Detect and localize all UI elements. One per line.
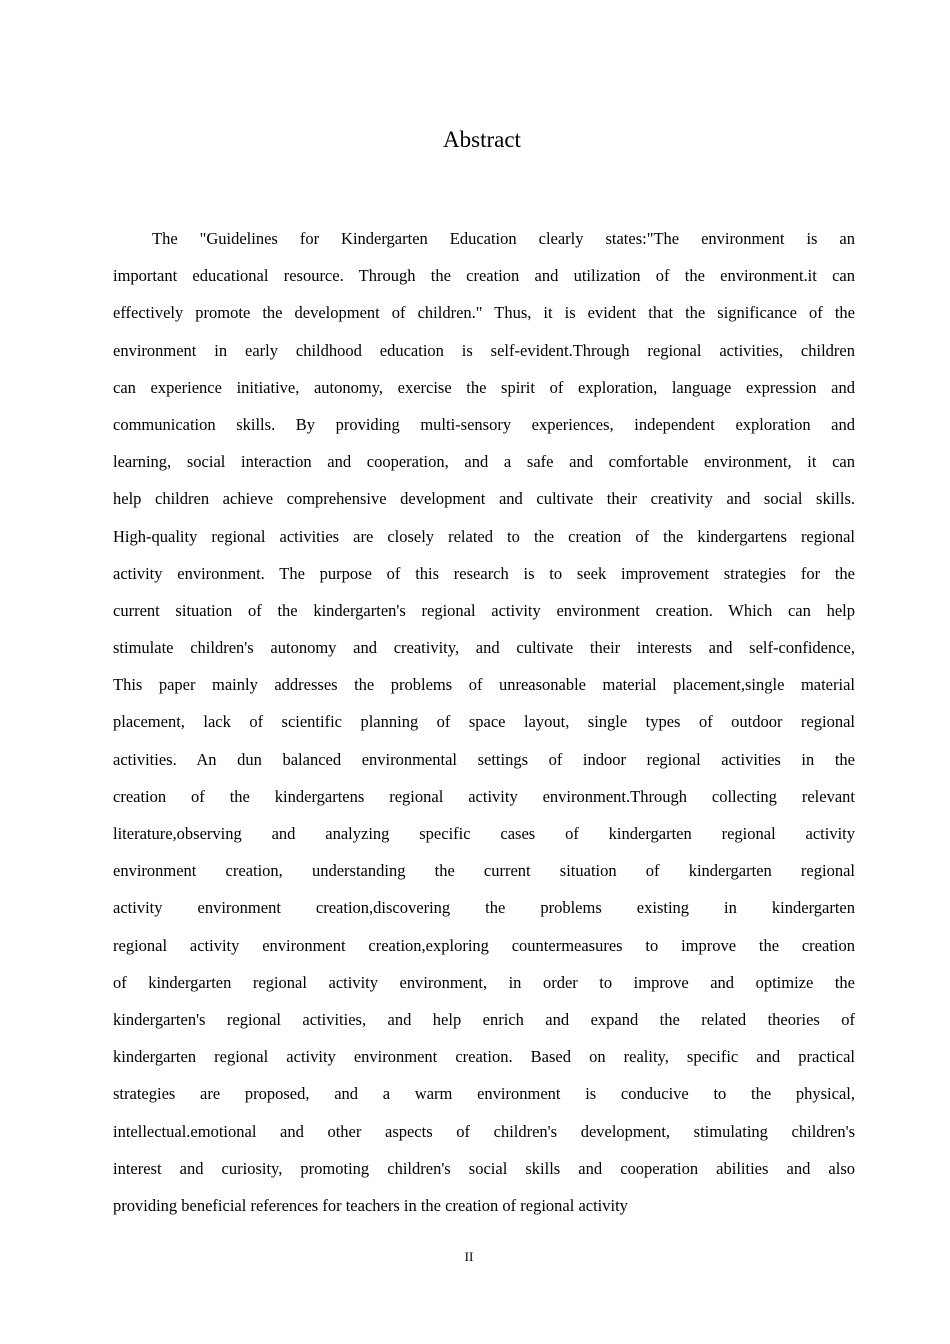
- paragraph-line: stimulate children's autonomy and creativity, and cultivate their interests and self-confidence,: [113, 638, 855, 658]
- paragraph-line: activity environment creation,discovering the problems existing in kindergarten: [113, 898, 855, 918]
- paragraph-line: current situation of the kindergarten's regional activity environment creation. Which can help: [113, 600, 855, 620]
- paragraph-line: This paper mainly addresses the problems of unreasonable material placement,single material: [113, 675, 855, 695]
- paragraph-line: environment in early childhood education is self-evident.Through regional activities, children: [113, 340, 855, 360]
- paragraph-line: intellectual.emotional and other aspects of children's development, stimulating children's: [113, 1121, 855, 1141]
- paragraph-line: placement, lack of scientific planning of space layout, single types of outdoor regional: [113, 712, 855, 732]
- paragraph-line: learning, social interaction and cooperation, and a safe and comfortable environment, it can: [113, 452, 855, 472]
- paragraph-line: of kindergarten regional activity environment, in order to improve and optimize the: [113, 972, 855, 992]
- paragraph-line: effectively promote the development of children." Thus, it is evident that the significance of the: [113, 303, 855, 323]
- paragraph-line: literature,observing and analyzing specific cases of kindergarten regional activity: [113, 824, 855, 843]
- abstract-paragraph: [113, 220, 855, 1224]
- page-title: Abstract: [443, 127, 521, 152]
- paragraph-line: creation of the kindergartens regional activity environment.Through collecting relevant: [113, 786, 855, 806]
- page-number: II: [464, 1249, 474, 1264]
- paragraph-line: regional activity environment creation,exploring countermeasures to improve the creation: [113, 935, 855, 955]
- paragraph-line: important educational resource. Through the creation and utilization of the environment.it can: [113, 266, 855, 286]
- paragraph-line: kindergarten regional activity environment creation. Based on reality, specific and practical: [113, 1047, 855, 1067]
- paragraph-line: kindergarten's regional activities, and help enrich and expand the related theories of: [113, 1009, 855, 1029]
- paragraph-line: activities. An dun balanced environmental settings of indoor regional activities in the: [113, 749, 855, 769]
- paragraph-line: strategies are proposed, and a warm environment is conducive to the physical,: [113, 1084, 855, 1104]
- paragraph-line: environment creation, understanding the current situation of kindergarten regional: [113, 861, 855, 881]
- paragraph-line: providing beneficial references for teachers in the creation of regional activity: [113, 1195, 628, 1215]
- paragraph-line: interest and curiosity, promoting children's social skills and cooperation abilities and also: [113, 1158, 855, 1178]
- paragraph-line: can experience initiative, autonomy, exercise the spirit of exploration, language expression and: [113, 377, 855, 397]
- paragraph-line: communication skills. By providing multi-sensory experiences, independent exploration and: [113, 414, 855, 434]
- paragraph-line: High-quality regional activities are closely related to the creation of the kindergartens regional: [113, 526, 855, 546]
- paragraph-line: activity environment. The purpose of this research is to seek improvement strategies for the: [113, 563, 855, 583]
- paragraph-line: help children achieve comprehensive development and cultivate their creativity and social skills.: [113, 489, 855, 509]
- paragraph-line: The "Guidelines for Kindergarten Education clearly states:"The environment is an: [152, 229, 855, 248]
